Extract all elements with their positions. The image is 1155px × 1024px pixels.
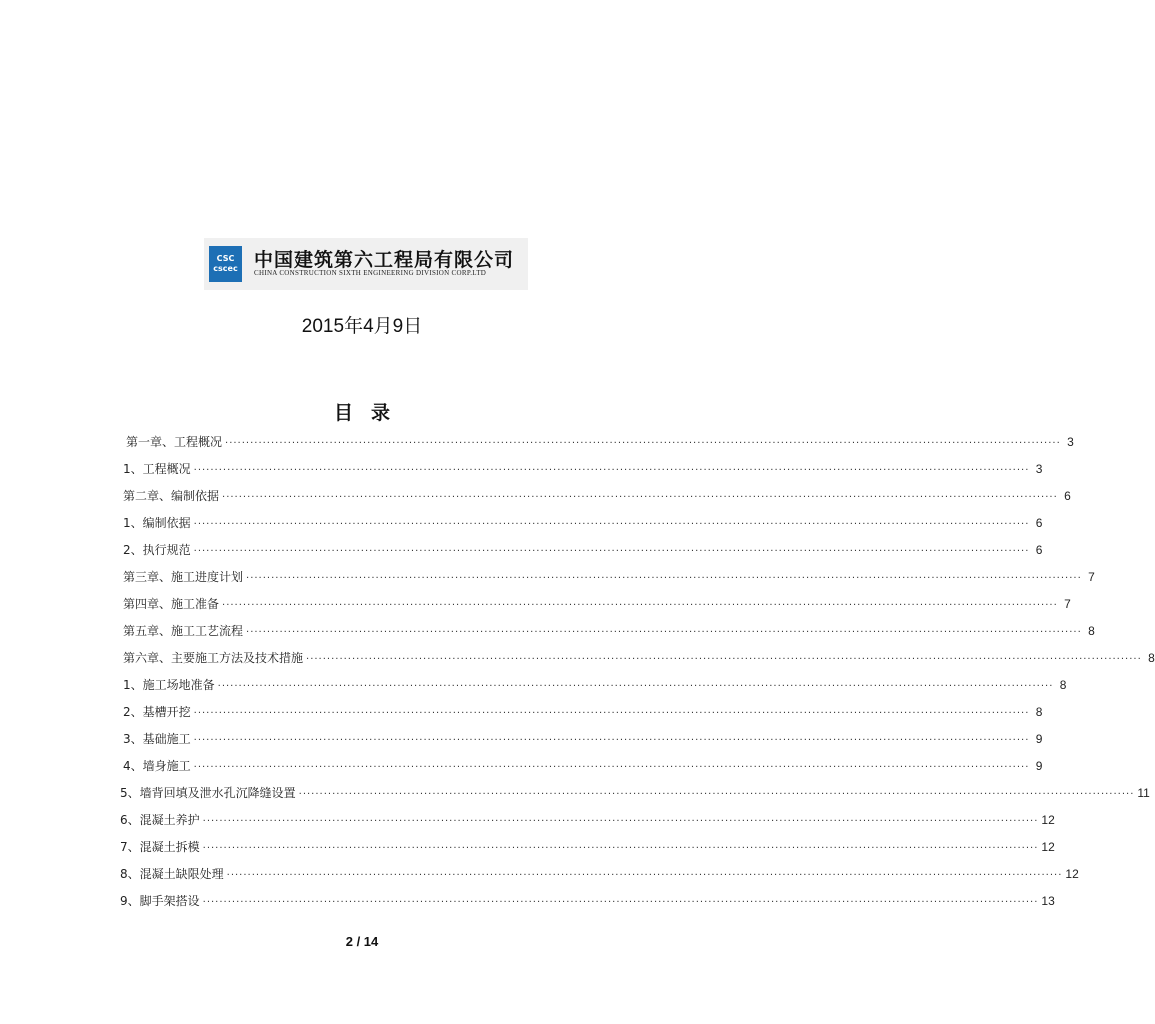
toc-entry-label: 第六章、主要施工方法及技术措施	[123, 651, 304, 665]
toc-entry-label: 8、混凝土缺限处理	[120, 867, 224, 881]
page-number: 2 / 14	[345, 934, 379, 949]
toc-entry-page: 8	[1148, 651, 1155, 665]
toc-entry-page: 8	[1088, 624, 1095, 638]
toc-entry[interactable]	[120, 865, 1079, 883]
toc-entry-label: 1、施工场地准备	[123, 678, 215, 692]
toc-entry[interactable]	[120, 811, 1055, 829]
toc-entry[interactable]	[123, 595, 1071, 613]
toc-entry-label: 2、基槽开挖	[123, 705, 191, 719]
toc-entry-page: 3	[1035, 462, 1043, 476]
toc-entry[interactable]	[120, 892, 1055, 910]
toc-entry-page: 6	[1035, 543, 1043, 557]
toc-entry-label: 2、执行规范	[123, 543, 191, 557]
toc-entry-page: 13	[1041, 894, 1055, 908]
toc-leader-dots: ········································································································································································································	[193, 708, 1030, 719]
toc-entry[interactable]	[123, 703, 1043, 721]
toc-entry-page: 12	[1041, 840, 1055, 854]
toc-leader-dots: ········································································································································································································	[222, 600, 1058, 611]
toc-entry[interactable]	[123, 460, 1043, 478]
toc-entry-label: 第五章、施工工艺流程	[123, 624, 244, 638]
toc-entry[interactable]	[123, 541, 1043, 559]
toc-entry[interactable]	[123, 487, 1071, 505]
toc-entry-label: 第四章、施工准备	[123, 597, 220, 611]
toc-entry-label: 3、基础施工	[123, 732, 191, 746]
toc-leader-dots: ········································································································································································································	[306, 654, 1142, 665]
toc-entry-page: 9	[1035, 732, 1043, 746]
toc-entry-page: 12	[1065, 867, 1079, 881]
toc-entry-page: 6	[1064, 489, 1071, 503]
toc-leader-dots: ········································································································································································································	[298, 789, 1135, 800]
logo-mark-line-2: cscec	[213, 264, 238, 273]
company-logo	[204, 238, 528, 290]
toc-leader-dots: ········································································································································································································	[217, 681, 1054, 692]
toc-leader-dots: ········································································································································································································	[202, 816, 1039, 827]
toc-entry-label: 第三章、施工进度计划	[123, 570, 244, 584]
toc-entry-label: 6、混凝土养护	[120, 813, 200, 827]
toc-entry-page: 9	[1035, 759, 1043, 773]
toc-entry[interactable]	[123, 514, 1043, 532]
toc-entry-page: 8	[1035, 705, 1043, 719]
toc-leader-dots: ········································································································································································································	[193, 465, 1030, 476]
toc-leader-dots: ········································································································································································································	[246, 627, 1082, 638]
toc-leader-dots: ········································································································································································································	[193, 735, 1030, 746]
toc-leader-dots: ········································································································································································································	[222, 492, 1058, 503]
toc-entry[interactable]	[123, 757, 1043, 775]
document-date: 2015年4月9日	[301, 316, 423, 337]
toc-entry[interactable]	[123, 568, 1095, 586]
toc-entry-label: 第一章、工程概况	[126, 435, 223, 449]
toc-leader-dots: ········································································································································································································	[193, 546, 1030, 557]
toc-entry-page: 12	[1041, 813, 1055, 827]
toc-leader-dots: ········································································································································································································	[193, 762, 1030, 773]
toc-entry-label: 1、工程概况	[123, 462, 191, 476]
toc-entry-page: 7	[1064, 597, 1071, 611]
toc-heading: 目录	[333, 402, 408, 424]
toc-entry-label: 4、墙身施工	[123, 759, 191, 773]
toc-entry-label: 5、墙背回填及泄水孔沉降缝设置	[120, 786, 296, 800]
toc-entry[interactable]	[123, 649, 1155, 667]
toc-entry[interactable]	[120, 784, 1150, 802]
toc-entry[interactable]	[123, 622, 1095, 640]
toc-entry-page: 6	[1035, 516, 1043, 530]
toc-leader-dots: ········································································································································································································	[202, 897, 1039, 908]
toc-leader-dots: ········································································································································································································	[226, 870, 1063, 881]
toc-entry-label: 1、编制依据	[123, 516, 191, 530]
toc-leader-dots: ········································································································································································································	[246, 573, 1082, 584]
toc-entry[interactable]	[123, 730, 1043, 748]
toc-leader-dots: ········································································································································································································	[193, 519, 1030, 530]
toc-entry-label: 7、混凝土拆模	[120, 840, 200, 854]
toc-entry[interactable]	[126, 433, 1074, 451]
toc-leader-dots: ········································································································································································································	[225, 438, 1061, 449]
logo-mark-line-1: CSC	[216, 254, 235, 263]
toc-entry-label: 第二章、编制依据	[123, 489, 220, 503]
toc-entry-page: 8	[1059, 678, 1067, 692]
toc-entry[interactable]	[123, 676, 1067, 694]
toc-leader-dots: ········································································································································································································	[202, 843, 1039, 854]
toc-entry-page: 11	[1137, 786, 1150, 800]
cscec-logo-icon	[209, 246, 242, 282]
company-name-cn: 中国建筑第六工程局有限公司	[254, 249, 515, 271]
toc-entry-page: 3	[1067, 435, 1074, 449]
toc-entry-label: 9、脚手架搭设	[120, 894, 200, 908]
company-name-en: CHINA CONSTRUCTION SIXTH ENGINEERING DIVISION CORP.LTD	[254, 269, 487, 277]
toc-entry-page: 7	[1088, 570, 1095, 584]
toc-entry[interactable]	[120, 838, 1055, 856]
